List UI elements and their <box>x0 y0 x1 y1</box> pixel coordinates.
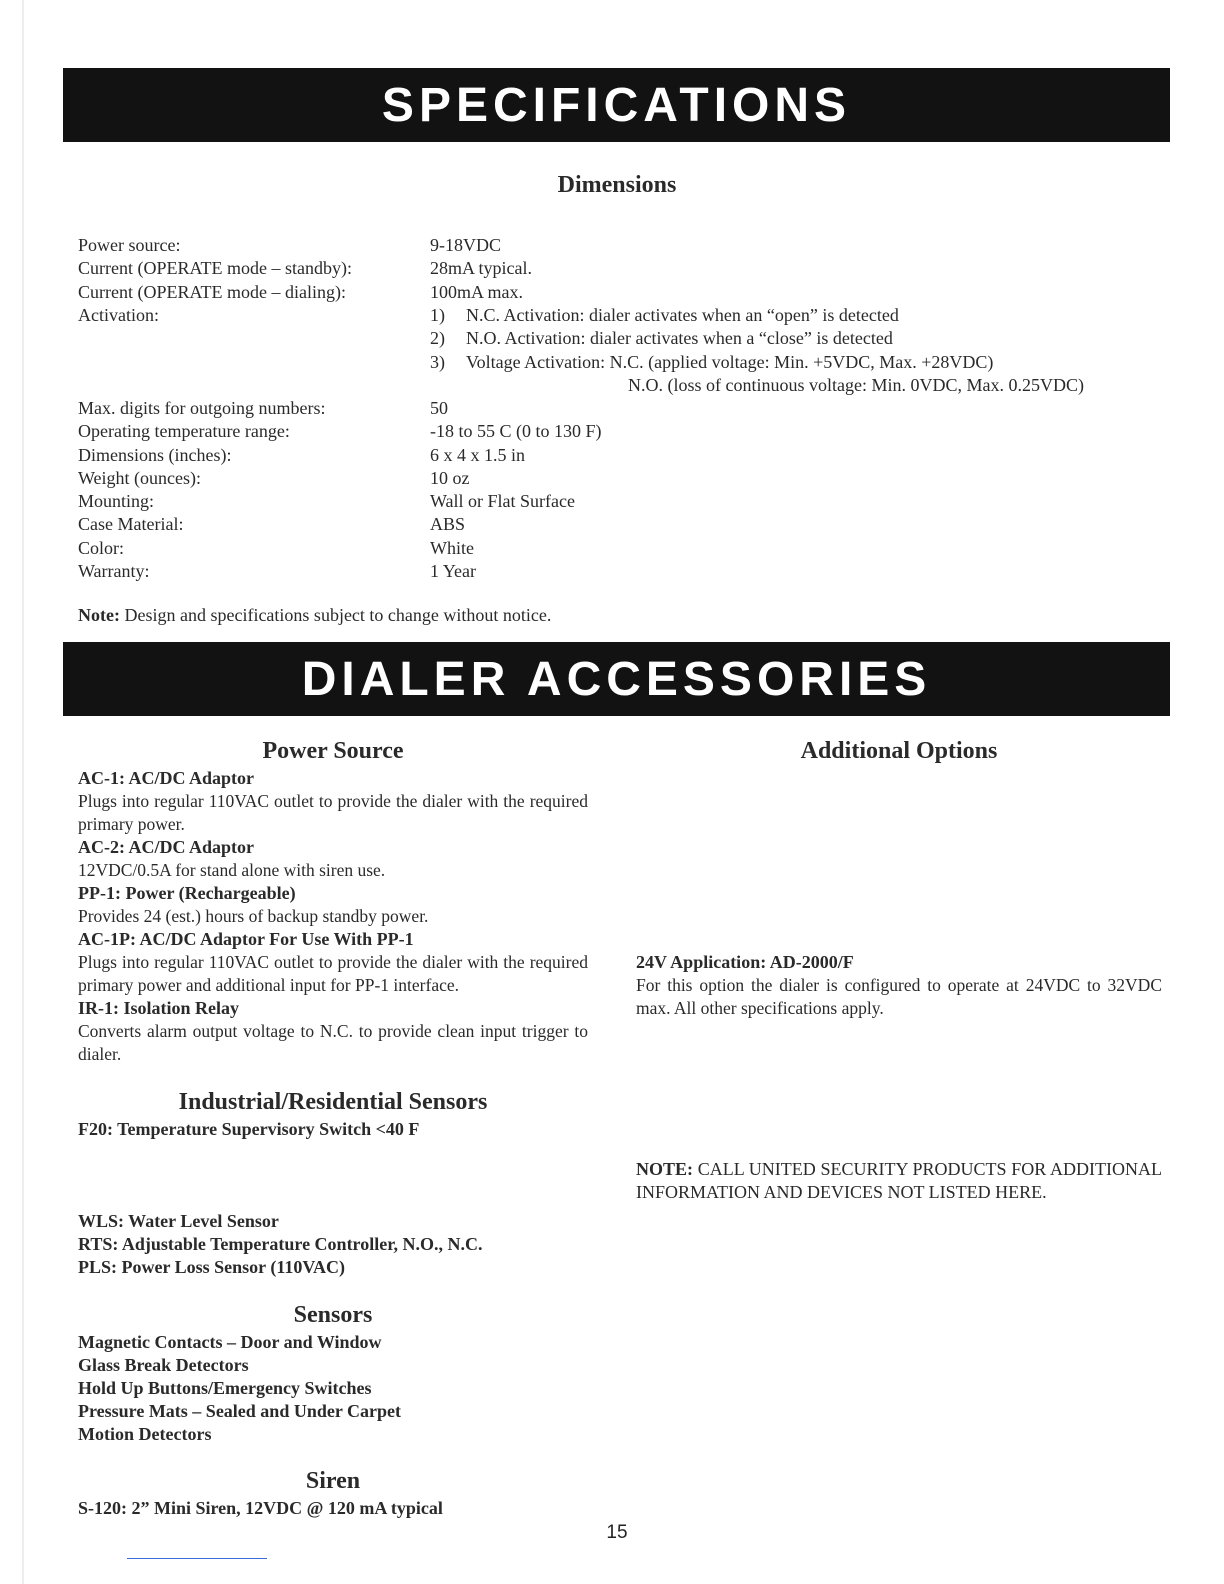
page-edge-shadow <box>22 0 24 1584</box>
additional-option <box>636 951 1162 1020</box>
sensor-item: Motion Detectors <box>78 1424 212 1444</box>
accessories-banner: DIALER ACCESSORIES <box>63 642 1170 716</box>
spec-value: ABS <box>430 514 466 535</box>
specifications-banner: SPECIFICATIONS <box>63 68 1170 142</box>
accessory-title: 24V Application: AD-2000/F <box>636 952 854 972</box>
accessory-title: IR-1: Isolation Relay <box>78 998 239 1018</box>
accessory-text: For this option the dialer is configured to operate at 24VDC to 32VDC max. All other specifications apply. <box>636 975 1162 1018</box>
spec-note: Note: Design and specifications subject to change without notice. <box>78 605 552 625</box>
industrial-item: F20: Temperature Supervisory Switch <40 F <box>78 1119 420 1139</box>
accessory-title: AC-1: AC/DC Adaptor <box>78 768 255 788</box>
sensors-heading: Sensors <box>293 1302 373 1328</box>
spec-labels-b <box>78 397 325 583</box>
industrial-item: PLS: Power Loss Sensor (110VAC) <box>78 1257 346 1277</box>
sensors-list <box>78 1331 401 1446</box>
industrial-heading: Industrial/Residential Sensors <box>178 1089 488 1115</box>
accessory-text: Plugs into regular 110VAC outlet to provide the dialer with the required primary power. <box>78 791 588 834</box>
spec-label: Dimensions (inches): <box>78 444 232 465</box>
activation-item: 1) N.C. Activation: dialer activates when an “open” is detected <box>430 305 899 325</box>
dimensions-heading: Dimensions <box>557 172 677 198</box>
activation-item: 2) N.O. Activation: dialer activates when a “close” is detected <box>430 328 893 349</box>
accessory-text: 12VDC/0.5A for stand alone with siren use. <box>78 860 386 880</box>
sensor-item: Hold Up Buttons/Emergency Switches <box>78 1378 372 1398</box>
spec-label: Warranty: <box>78 561 150 582</box>
additional-options-heading: Additional Options <box>800 738 998 764</box>
accessory-title: AC-2: AC/DC Adaptor <box>78 837 255 857</box>
sensor-item: Magnetic Contacts – Door and Window <box>78 1332 382 1352</box>
spec-label: Mounting: <box>78 491 155 512</box>
footer-rule <box>127 1558 267 1559</box>
spec-label: Weight (ounces): <box>78 467 202 488</box>
spec-label: Activation: <box>78 304 159 325</box>
industrial-item: WLS: Water Level Sensor <box>78 1211 279 1231</box>
page-number: 15 <box>606 1522 628 1543</box>
spec-label: Color: <box>78 537 125 558</box>
accessory-text: Converts alarm output voltage to N.C. to provide clean input trigger to dialer. <box>78 1021 588 1064</box>
activation-continuation: N.O. (loss of continuous voltage: Min. 0VDC, Max. 0.25VDC) <box>628 374 1084 395</box>
spec-label: Max. digits for outgoing numbers: <box>78 398 326 418</box>
industrial-list <box>78 1210 483 1279</box>
spec-value: 100mA max. <box>430 281 523 302</box>
spec-value: -18 to 55 C (0 to 130 F) <box>430 421 602 442</box>
spec-label: Case Material: <box>78 514 184 535</box>
spec-value: 28mA typical. <box>430 258 532 279</box>
siren-item: S-120: 2” Mini Siren, 12VDC @ 120 mA typical <box>78 1498 443 1518</box>
spec-label: Power source: <box>78 235 181 255</box>
spec-value: Wall or Flat Surface <box>430 491 576 512</box>
accessory-text: Provides 24 (est.) hours of backup standby power. <box>78 906 429 926</box>
sensor-item: Pressure Mats – Sealed and Under Carpet <box>78 1401 401 1421</box>
sensor-item: Glass Break Detectors <box>78 1355 249 1375</box>
siren-heading: Siren <box>305 1468 361 1494</box>
spec-label: Operating temperature range: <box>78 421 290 442</box>
spec-values-b <box>430 397 602 583</box>
activation-item: 3) Voltage Activation: N.C. (applied voltage: Min. +5VDC, Max. +28VDC) <box>430 351 994 372</box>
spec-value: 1 Year <box>430 561 477 582</box>
accessory-title: PP-1: Power (Rechargeable) <box>78 883 296 903</box>
spec-label: Current (OPERATE mode – dialing): <box>78 281 346 302</box>
accessory-text: Plugs into regular 110VAC outlet to provide the dialer with the required primary power and additional input for PP-1 interface. <box>78 952 588 995</box>
spec-value: 6 x 4 x 1.5 in <box>430 444 526 465</box>
power-source-heading: Power Source <box>262 738 404 764</box>
accessory-title: AC-1P: AC/DC Adaptor For Use With PP-1 <box>78 929 414 949</box>
activation-list <box>430 304 1084 397</box>
spec-value: 9-18VDC <box>430 235 501 255</box>
industrial-item: RTS: Adjustable Temperature Controller, N.O., N.C. <box>78 1234 483 1254</box>
spec-value: 50 <box>430 398 448 418</box>
contact-note: NOTE: CALL UNITED SECURITY PRODUCTS FOR ADDITIONAL INFORMATION AND DEVICES NOT LISTED HERE. <box>636 1159 1162 1202</box>
spec-label: Current (OPERATE mode – standby): <box>78 258 352 279</box>
spec-labels-a <box>78 234 352 327</box>
power-source-list <box>78 767 588 1066</box>
spec-value: White <box>430 537 474 558</box>
spec-value: 10 oz <box>430 467 470 488</box>
spec-values-a <box>430 234 532 304</box>
